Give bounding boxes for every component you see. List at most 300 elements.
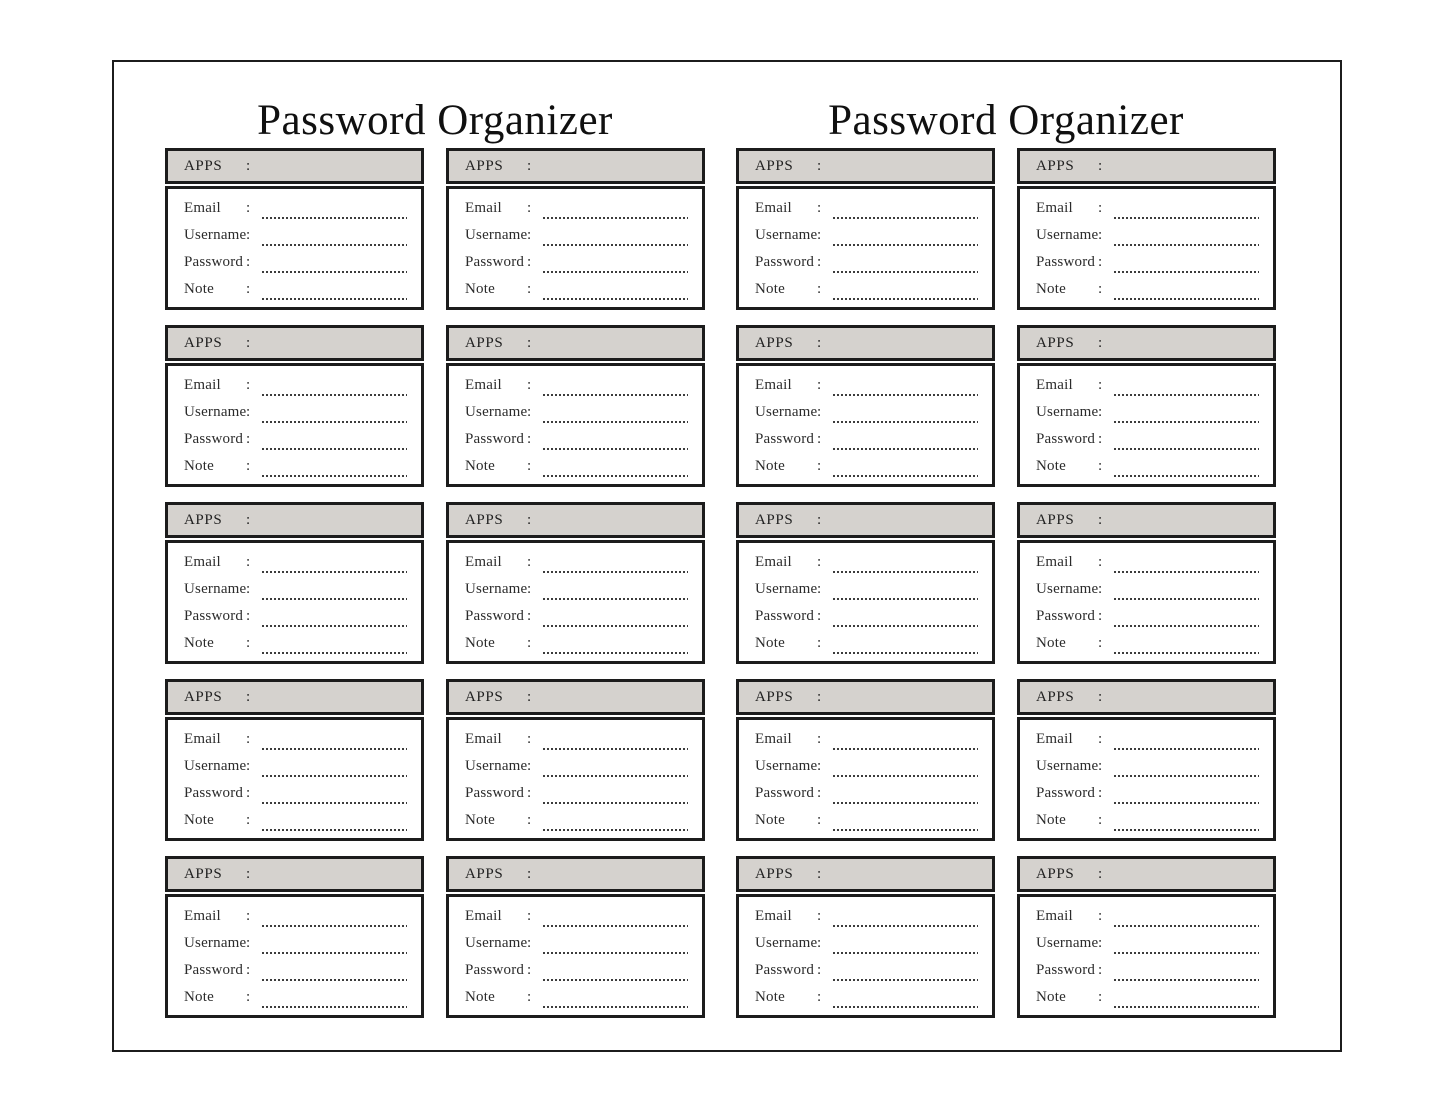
username-input-line[interactable] — [543, 580, 688, 600]
card-header — [1017, 148, 1276, 184]
note-input-line[interactable] — [543, 280, 688, 300]
password-label: Password — [184, 254, 244, 271]
field-row-username — [465, 399, 688, 426]
field-row-username — [465, 753, 688, 780]
email-separator: : — [246, 377, 251, 394]
apps-value-area[interactable] — [542, 158, 702, 178]
apps-separator: : — [1098, 334, 1103, 351]
password-input-line[interactable] — [1114, 784, 1259, 804]
apps-separator: : — [527, 334, 532, 351]
field-row-password — [1036, 426, 1259, 453]
apps-separator: : — [246, 865, 251, 882]
note-input-line[interactable] — [1114, 634, 1259, 654]
email-separator: : — [527, 200, 532, 217]
note-label: Note — [1036, 458, 1066, 475]
password-input-line[interactable] — [262, 253, 407, 273]
note-input-line[interactable] — [833, 634, 978, 654]
apps-value-area[interactable] — [832, 335, 992, 355]
note-label: Note — [755, 989, 785, 1006]
card-body — [1017, 540, 1276, 664]
field-row-email — [465, 372, 688, 399]
password-input-line[interactable] — [543, 430, 688, 450]
username-separator: : — [1098, 227, 1103, 244]
email-separator: : — [246, 554, 251, 571]
card-header — [1017, 679, 1276, 715]
username-separator: : — [246, 581, 251, 598]
email-label: Email — [465, 200, 502, 217]
username-separator: : — [1098, 935, 1103, 952]
username-input-line[interactable] — [833, 934, 978, 954]
username-separator: : — [1098, 581, 1103, 598]
field-row-username — [184, 930, 407, 957]
email-input-line[interactable] — [262, 199, 407, 219]
field-row-username — [755, 222, 978, 249]
password-input-line[interactable] — [1114, 607, 1259, 627]
organizer-page-2 — [736, 98, 1276, 1050]
card-header — [165, 148, 424, 184]
username-input-line[interactable] — [543, 403, 688, 423]
email-input-line[interactable] — [833, 199, 978, 219]
password-card — [446, 502, 705, 664]
field-row-note — [184, 807, 407, 834]
apps-value-area[interactable] — [832, 689, 992, 709]
email-separator: : — [1098, 731, 1103, 748]
field-row-username — [184, 576, 407, 603]
apps-value-area[interactable] — [261, 158, 421, 178]
apps-label: APPS — [1036, 688, 1075, 705]
username-label: Username — [1036, 758, 1099, 775]
apps-value-area[interactable] — [832, 158, 992, 178]
apps-label: APPS — [755, 688, 794, 705]
password-label: Password — [1036, 431, 1096, 448]
password-label: Password — [184, 962, 244, 979]
note-input-line[interactable] — [1114, 280, 1259, 300]
password-label: Password — [755, 254, 815, 271]
apps-value-area[interactable] — [1113, 158, 1273, 178]
password-label: Password — [1036, 608, 1096, 625]
note-input-line[interactable] — [262, 634, 407, 654]
field-row-username — [755, 753, 978, 780]
email-label: Email — [184, 200, 221, 217]
email-label: Email — [465, 731, 502, 748]
password-input-line[interactable] — [833, 253, 978, 273]
field-row-username — [465, 222, 688, 249]
password-separator: : — [1098, 608, 1103, 625]
card-header — [736, 148, 995, 184]
field-row-note — [184, 453, 407, 480]
card-header — [165, 502, 424, 538]
field-row-password — [184, 249, 407, 276]
card-body — [1017, 894, 1276, 1018]
field-row-note — [1036, 630, 1259, 657]
note-label: Note — [465, 812, 495, 829]
card-body — [446, 540, 705, 664]
username-input-line[interactable] — [543, 757, 688, 777]
note-input-line[interactable] — [543, 811, 688, 831]
password-separator: : — [1098, 254, 1103, 271]
note-separator: : — [817, 635, 822, 652]
apps-separator: : — [527, 688, 532, 705]
field-row-username — [465, 576, 688, 603]
apps-label: APPS — [184, 511, 223, 528]
apps-value-area[interactable] — [832, 512, 992, 532]
username-label: Username — [184, 935, 247, 952]
password-card — [446, 856, 705, 1018]
username-label: Username — [465, 227, 528, 244]
field-row-password — [1036, 780, 1259, 807]
apps-label: APPS — [465, 157, 504, 174]
password-card — [165, 148, 424, 310]
email-label: Email — [184, 731, 221, 748]
field-row-note — [1036, 807, 1259, 834]
email-separator: : — [817, 554, 822, 571]
field-row-password — [755, 957, 978, 984]
email-input-line[interactable] — [1114, 376, 1259, 396]
note-input-line[interactable] — [833, 457, 978, 477]
note-label: Note — [755, 812, 785, 829]
email-label: Email — [1036, 377, 1073, 394]
email-label: Email — [184, 908, 221, 925]
card-header — [446, 502, 705, 538]
apps-separator: : — [527, 157, 532, 174]
field-row-password — [465, 780, 688, 807]
username-input-line[interactable] — [833, 757, 978, 777]
apps-separator: : — [527, 865, 532, 882]
note-separator: : — [527, 635, 532, 652]
username-input-line[interactable] — [1114, 403, 1259, 423]
password-input-line[interactable] — [262, 961, 407, 981]
password-separator: : — [246, 962, 251, 979]
username-label: Username — [755, 758, 818, 775]
username-label: Username — [755, 404, 818, 421]
note-input-line[interactable] — [1114, 811, 1259, 831]
field-row-note — [184, 984, 407, 1011]
apps-value-area[interactable] — [832, 866, 992, 886]
email-input-line[interactable] — [833, 553, 978, 573]
field-row-note — [465, 276, 688, 303]
email-input-line[interactable] — [833, 376, 978, 396]
password-input-line[interactable] — [833, 784, 978, 804]
field-row-email — [755, 726, 978, 753]
username-label: Username — [465, 758, 528, 775]
username-input-line[interactable] — [262, 580, 407, 600]
note-input-line[interactable] — [262, 811, 407, 831]
note-separator: : — [246, 635, 251, 652]
field-row-email — [465, 549, 688, 576]
field-row-email — [1036, 372, 1259, 399]
card-body — [736, 894, 995, 1018]
note-label: Note — [1036, 281, 1066, 298]
password-separator: : — [527, 785, 532, 802]
password-input-line[interactable] — [262, 607, 407, 627]
password-input-line[interactable] — [833, 430, 978, 450]
password-input-line[interactable] — [1114, 253, 1259, 273]
password-separator: : — [246, 254, 251, 271]
field-row-email — [755, 903, 978, 930]
note-separator: : — [817, 812, 822, 829]
password-separator: : — [246, 785, 251, 802]
note-label: Note — [1036, 989, 1066, 1006]
field-row-username — [755, 576, 978, 603]
field-row-email — [755, 372, 978, 399]
field-row-username — [755, 930, 978, 957]
email-separator: : — [246, 200, 251, 217]
apps-value-area[interactable] — [261, 335, 421, 355]
apps-label: APPS — [465, 865, 504, 882]
password-label: Password — [184, 785, 244, 802]
password-card — [446, 679, 705, 841]
password-separator: : — [817, 608, 822, 625]
username-label: Username — [1036, 227, 1099, 244]
note-input-line[interactable] — [833, 811, 978, 831]
username-input-line[interactable] — [262, 757, 407, 777]
note-separator: : — [1098, 635, 1103, 652]
organizer-page-1 — [165, 98, 705, 1050]
password-separator: : — [817, 254, 822, 271]
password-label: Password — [1036, 785, 1096, 802]
email-label: Email — [755, 200, 792, 217]
username-input-line[interactable] — [1114, 226, 1259, 246]
field-row-username — [184, 753, 407, 780]
username-input-line[interactable] — [262, 934, 407, 954]
email-input-line[interactable] — [262, 553, 407, 573]
username-label: Username — [184, 404, 247, 421]
field-row-email — [755, 549, 978, 576]
email-separator: : — [527, 908, 532, 925]
email-label: Email — [1036, 908, 1073, 925]
username-input-line[interactable] — [833, 403, 978, 423]
password-label: Password — [1036, 962, 1096, 979]
field-row-note — [184, 630, 407, 657]
field-row-username — [184, 222, 407, 249]
email-separator: : — [1098, 908, 1103, 925]
username-separator: : — [817, 227, 822, 244]
email-input-line[interactable] — [543, 907, 688, 927]
email-separator: : — [527, 377, 532, 394]
note-input-line[interactable] — [543, 988, 688, 1008]
field-row-note — [755, 453, 978, 480]
apps-value-area[interactable] — [1113, 512, 1273, 532]
password-card — [1017, 148, 1276, 310]
username-label: Username — [755, 581, 818, 598]
email-separator: : — [817, 731, 822, 748]
card-header — [736, 679, 995, 715]
username-label: Username — [184, 227, 247, 244]
username-input-line[interactable] — [833, 580, 978, 600]
note-input-line[interactable] — [262, 988, 407, 1008]
password-input-line[interactable] — [1114, 430, 1259, 450]
apps-value-area[interactable] — [261, 689, 421, 709]
field-row-email — [184, 372, 407, 399]
field-row-password — [1036, 249, 1259, 276]
apps-value-area[interactable] — [542, 689, 702, 709]
apps-separator: : — [817, 334, 822, 351]
password-input-line[interactable] — [543, 253, 688, 273]
username-separator: : — [1098, 404, 1103, 421]
password-input-line[interactable] — [833, 961, 978, 981]
username-separator: : — [246, 758, 251, 775]
apps-separator: : — [817, 511, 822, 528]
username-separator: : — [1098, 758, 1103, 775]
note-label: Note — [465, 635, 495, 652]
apps-value-area[interactable] — [1113, 689, 1273, 709]
password-input-line[interactable] — [262, 784, 407, 804]
field-row-email — [755, 195, 978, 222]
field-row-email — [1036, 726, 1259, 753]
field-row-note — [755, 984, 978, 1011]
email-input-line[interactable] — [833, 730, 978, 750]
password-separator: : — [1098, 431, 1103, 448]
password-input-line[interactable] — [833, 607, 978, 627]
password-label: Password — [465, 785, 525, 802]
password-input-line[interactable] — [543, 784, 688, 804]
email-label: Email — [755, 908, 792, 925]
page-title: Password Organizer — [828, 97, 1184, 144]
note-separator: : — [527, 458, 532, 475]
apps-label: APPS — [755, 865, 794, 882]
field-row-note — [755, 630, 978, 657]
password-label: Password — [465, 608, 525, 625]
note-separator: : — [1098, 458, 1103, 475]
email-input-line[interactable] — [262, 376, 407, 396]
note-separator: : — [1098, 989, 1103, 1006]
username-input-line[interactable] — [543, 226, 688, 246]
card-header — [1017, 325, 1276, 361]
note-separator: : — [817, 458, 822, 475]
apps-value-area[interactable] — [542, 512, 702, 532]
email-label: Email — [1036, 554, 1073, 571]
note-input-line[interactable] — [543, 457, 688, 477]
email-input-line[interactable] — [543, 376, 688, 396]
note-label: Note — [184, 635, 214, 652]
field-row-password — [755, 426, 978, 453]
email-input-line[interactable] — [543, 730, 688, 750]
username-input-line[interactable] — [833, 226, 978, 246]
card-body — [736, 717, 995, 841]
username-input-line[interactable] — [543, 934, 688, 954]
note-input-line[interactable] — [262, 280, 407, 300]
apps-separator: : — [246, 157, 251, 174]
email-separator: : — [817, 200, 822, 217]
field-row-email — [1036, 195, 1259, 222]
apps-value-area[interactable] — [542, 866, 702, 886]
username-separator: : — [527, 935, 532, 952]
note-input-line[interactable] — [1114, 988, 1259, 1008]
apps-label: APPS — [1036, 334, 1075, 351]
field-row-username — [1036, 222, 1259, 249]
apps-separator: : — [1098, 688, 1103, 705]
note-input-line[interactable] — [1114, 457, 1259, 477]
email-separator: : — [817, 908, 822, 925]
apps-label: APPS — [465, 511, 504, 528]
apps-separator: : — [1098, 865, 1103, 882]
email-separator: : — [527, 554, 532, 571]
email-input-line[interactable] — [543, 553, 688, 573]
email-input-line[interactable] — [1114, 907, 1259, 927]
password-card — [165, 502, 424, 664]
email-input-line[interactable] — [1114, 199, 1259, 219]
password-label: Password — [1036, 254, 1096, 271]
apps-value-area[interactable] — [542, 335, 702, 355]
note-label: Note — [755, 281, 785, 298]
email-input-line[interactable] — [833, 907, 978, 927]
password-label: Password — [465, 254, 525, 271]
password-separator: : — [246, 608, 251, 625]
note-input-line[interactable] — [262, 457, 407, 477]
password-input-line[interactable] — [262, 430, 407, 450]
password-input-line[interactable] — [1114, 961, 1259, 981]
username-input-line[interactable] — [1114, 757, 1259, 777]
username-input-line[interactable] — [1114, 934, 1259, 954]
field-row-password — [465, 603, 688, 630]
field-row-note — [755, 807, 978, 834]
card-header — [446, 148, 705, 184]
apps-separator: : — [527, 511, 532, 528]
apps-label: APPS — [184, 688, 223, 705]
card-body — [446, 717, 705, 841]
email-input-line[interactable] — [1114, 730, 1259, 750]
apps-value-area[interactable] — [1113, 335, 1273, 355]
field-row-username — [1036, 399, 1259, 426]
card-body — [1017, 717, 1276, 841]
apps-value-area[interactable] — [1113, 866, 1273, 886]
apps-value-area[interactable] — [261, 512, 421, 532]
email-input-line[interactable] — [262, 730, 407, 750]
password-input-line[interactable] — [543, 961, 688, 981]
username-label: Username — [1036, 935, 1099, 952]
apps-separator: : — [246, 334, 251, 351]
field-row-password — [465, 249, 688, 276]
apps-value-area[interactable] — [261, 866, 421, 886]
note-label: Note — [465, 989, 495, 1006]
field-row-password — [755, 603, 978, 630]
username-input-line[interactable] — [262, 403, 407, 423]
note-label: Note — [1036, 812, 1066, 829]
note-input-line[interactable] — [833, 280, 978, 300]
email-input-line[interactable] — [543, 199, 688, 219]
apps-separator: : — [1098, 157, 1103, 174]
username-separator: : — [817, 758, 822, 775]
password-input-line[interactable] — [543, 607, 688, 627]
field-row-note — [465, 984, 688, 1011]
field-row-note — [465, 453, 688, 480]
field-row-email — [1036, 903, 1259, 930]
card-body — [165, 717, 424, 841]
email-input-line[interactable] — [1114, 553, 1259, 573]
note-input-line[interactable] — [833, 988, 978, 1008]
field-row-note — [184, 276, 407, 303]
password-separator: : — [817, 431, 822, 448]
password-card — [736, 325, 995, 487]
password-card — [1017, 502, 1276, 664]
field-row-note — [755, 276, 978, 303]
password-label: Password — [755, 962, 815, 979]
username-separator: : — [246, 935, 251, 952]
apps-label: APPS — [184, 865, 223, 882]
username-label: Username — [755, 935, 818, 952]
username-label: Username — [1036, 404, 1099, 421]
username-input-line[interactable] — [262, 226, 407, 246]
username-input-line[interactable] — [1114, 580, 1259, 600]
apps-label: APPS — [1036, 157, 1075, 174]
apps-separator: : — [1098, 511, 1103, 528]
note-label: Note — [184, 989, 214, 1006]
password-label: Password — [755, 608, 815, 625]
field-row-note — [1036, 276, 1259, 303]
note-input-line[interactable] — [543, 634, 688, 654]
email-input-line[interactable] — [262, 907, 407, 927]
username-separator: : — [527, 404, 532, 421]
